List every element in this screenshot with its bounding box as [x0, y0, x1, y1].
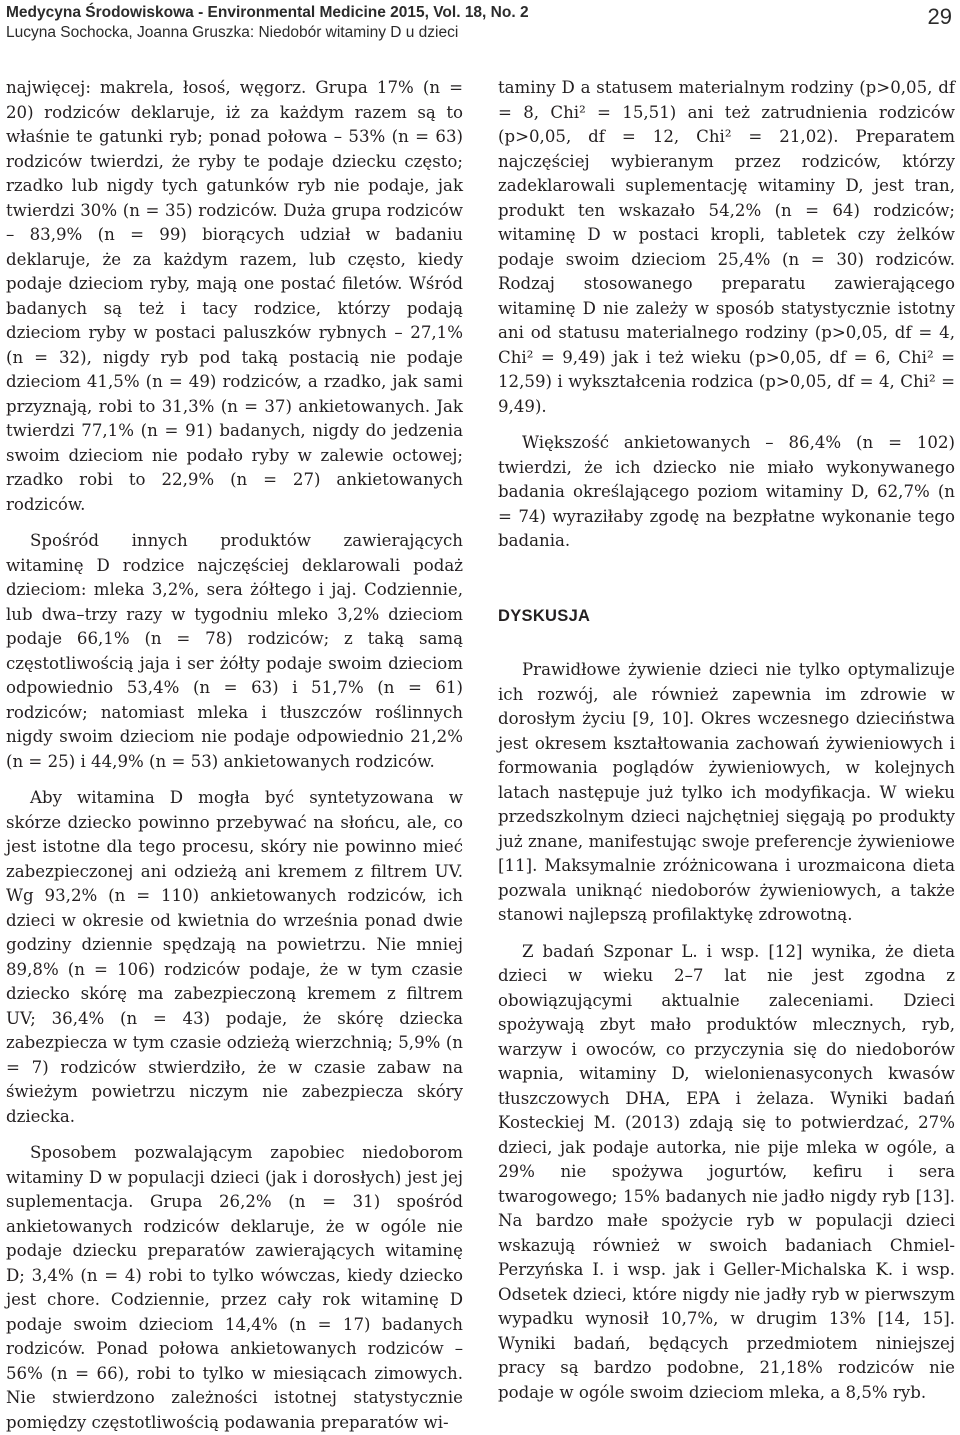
paragraph-supplement-preparations: taminy D a statusem materialnym rodziny (p>0,05, df = 8, Chi² = 15,51) ani też zatrudnienia rodziców (p>0,05, df = 12, Chi² = 21,02). Preparatem najczęściej wybieranym przez rodziców, którzy zadeklarowali suplementację witaminy D, jest tran, produkt ten wskazało 54,2% (n = 64) rodziców; witaminę D w postaci kropli, tabletek czy żelków podaje swoim dzieciom 25,4% (n = 30) rodziców. Rodzaj stosowanego preparatu zawierającego witaminę D nie zależy w sposób statystycznie istotny ani od statusu materialnego rodziny (p>0,05, df = 4, Chi² = 9,49) jak i też wieku (p>0,05, df = 6, Chi² = 12,59) i wykształcenia rodzica (p>0,05, df = 4, Chi² = 9,49). [498, 78, 955, 416]
left-column [6, 76, 463, 1435]
paragraph-supplementation: Sposobem pozwalającym zapobiec niedoborom witaminy D w populacji dzieci (jak i dorosłych) jest jej suplementacja. Grupa 26,2% (n = 31) spośród ankietowanych rodziców deklaruje, że w ogóle nie podaje dziecku preparatów zawierających witaminę D; 3,4% (n = 4) robi to tylko wówczas, kiedy dziecko jest chore. Codziennie, przez cały rok witaminę D podaje swoim dzieciom 14,4% (n = 17) badanych rodziców. Ponad połowa ankietowanych rodziców – 56% (n = 66), robi to tylko w miesiącach zimowych. Nie stwierdzono zależności istotnej statystycznie pomiędzy częstotliwością podawania preparatów wi- [6, 1143, 463, 1432]
running-header [6, 4, 952, 44]
paragraph-fish-types: najwięcej: makrela, łosoś, węgorz. Grupa 17% (n = 20) rodziców deklaruje, iż za każdym razem są to właśnie te gatunki ryb; ponad połowa – 53% (n = 63) rodziców twierdzi, że ryby te podaje dziecku często; rzadko lub nigdy tych gatunków ryb nie podaje, jak twierdzi 30% (n = 35) rodziców. Duża grupa rodziców – 83,9% (n = 99) biorących udział w badaniu deklaruje, że za każdym razem, lub często, kiedy podaje dzieciom ryby, mają one postać filetów. Wśród badanych są też i tacy rodzice, którzy podają dzieciom ryby w postaci paluszków rybnych – 27,1% (n = 32), nigdy ryb pod taką postacią nie podaje dzieciom 41,5% (n = 49) rodziców, a rzadko, jak sami przyznają, robi to 31,3% (n = 37) ankietowanych. Jak twierdzi 77,1% (n = 91) badanych, nigdy do jedzenia swoim dzieciom nie podało ryby w zalewie octowej; rzadko robi to 22,9% (n = 27) ankietowanych rodziców. [6, 78, 463, 514]
right-column [498, 76, 955, 1405]
section-heading-dyskusja: DYSKUSJA [498, 606, 591, 625]
journal-title: Medycyna Środowiskowa - Environmental Medicine 2015, Vol. 18, No. 2 [6, 4, 529, 21]
paragraph-other-products: Spośród innych produktów zawierających witaminę D rodzice najczęściej deklarowali podaż dzieciom: mleka 3,2%, sera żółtego i jaj. Codziennie, lub dwa–trzy razy w tygodniu mleko 3,2% dzieciom podaje 66,1% (n = 78) rodziców; z taką samą częstotliwością jaja i ser żółty podaje swoim dzieciom odpowiednio 53,4% (n = 63) i 51,7% (n = 61) rodziców; natomiast mleka i tłuszczów roślinnych nigdy swoim dzieciom nie podaje odpowiednio 21,2% (n = 25) i 44,9% (n = 53) ankietowanych rodziców. [6, 531, 463, 771]
paragraph-sun-exposure: Aby witamina D mogła być syntetyzowana w skórze dziecko powinno przebywać na słońcu, ale, co jest istotne dla tego procesu, skóry nie powinno mieć zabezpieczonej ani odzieżą ani kremem z filtrem UV. Wg 93,2% (n = 110) ankietowanych rodziców, ich dzieci w okresie od kwietnia do września ponad dwie godziny dziennie spędzają na powietrzu. Nie mniej 89,8% (n = 106) rodziców podaje, że w tym czasie dziecko skórę ma zabezpieczoną kremem z filtrem UV; 36,4% (n = 43) podaje, że skórę dziecka zabezpiecza w tym czasie odzieżą wierzchnią; 5,9% (n = 7) rodziców stwierdziło, że w czasie zabaw na świeżym powietrzu niczym nie zabezpiecza skóry dziecka. [6, 788, 463, 1126]
paragraph-discussion-studies: Z badań Szponar L. i wsp. [12] wynika, że dieta dzieci w wieku 2–7 lat nie jest zgodna z obowiązującymi aktualnie zaleceniami. Dzieci spożywają zbyt mało produktów mlecznych, ryb, warzyw i owoców, co przyczynia się do niedoborów wapnia, witaminy D, wielonienasyconych kwasów tłuszczowych DHA, EPA i żelaza. Wyniki badań Kosteckiej M. (2013) zdają się to potwierdzać, 27% dzieci, jak podaje autorka, nie pije mleka w ogóle, a 29% nie spożywa jogurtów, kefiru i sera twarogowego; 15% badanych nie jadło nigdy ryb [13]. Na bardzo małe spożycie ryb w populacji dzieci wskazują również w swoich badaniach Chmiel-Perzyńska I. i wsp. jak i Geller-Michalska K. i wsp. Odsetek dzieci, które nigdy nie jadły ryb w pierwszym wypadku wynosił 10,7%, w drugim 13% [14, 15]. Wyniki badań, będących przedmiotem niniejszej pracy są bardzo podobne, 21,18% rodziców nie podaje w ogóle swoim dzieciom mleka, a 8,5% ryb. [498, 941, 955, 1402]
page-number: 29 [927, 4, 952, 29]
paragraph-vitamin-d-testing: Większość ankietowanych – 86,4% (n = 102) twierdzi, że ich dziecko nie miało wykonywanego badania określającego poziom witaminy D, 62,7% (n = 74) wyraziłaby zgodę na bezpłatne wykonanie tego badania. [498, 433, 955, 550]
paragraph-discussion-intro: Prawidłowe żywienie dzieci nie tylko optymalizuje ich rozwój, ale również zapewnia im zdrowie w dorosłym życiu [9, 10]. Okres wczesnego dzieciństwa jest okresem kształtowania zachowań żywieniowych i formowania poglądów żywieniowych, w kolejnych latach następuje już tylko ich modyfikacja. W wieku przedszkolnym dzieci najchętniej sięgają po produkty już znane, manifestując swoje preferencje żywieniowe [11]. Maksymalnie zróżnicowana i urozmaicona dieta pozwala uniknąć niedoborów żywieniowych, a także stanowi najlepszą profilaktykę zdrowotną. [498, 660, 955, 924]
article-authors-title: Lucyna Sochocka, Joanna Gruszka: Niedobór witaminy D u dzieci [6, 24, 459, 41]
